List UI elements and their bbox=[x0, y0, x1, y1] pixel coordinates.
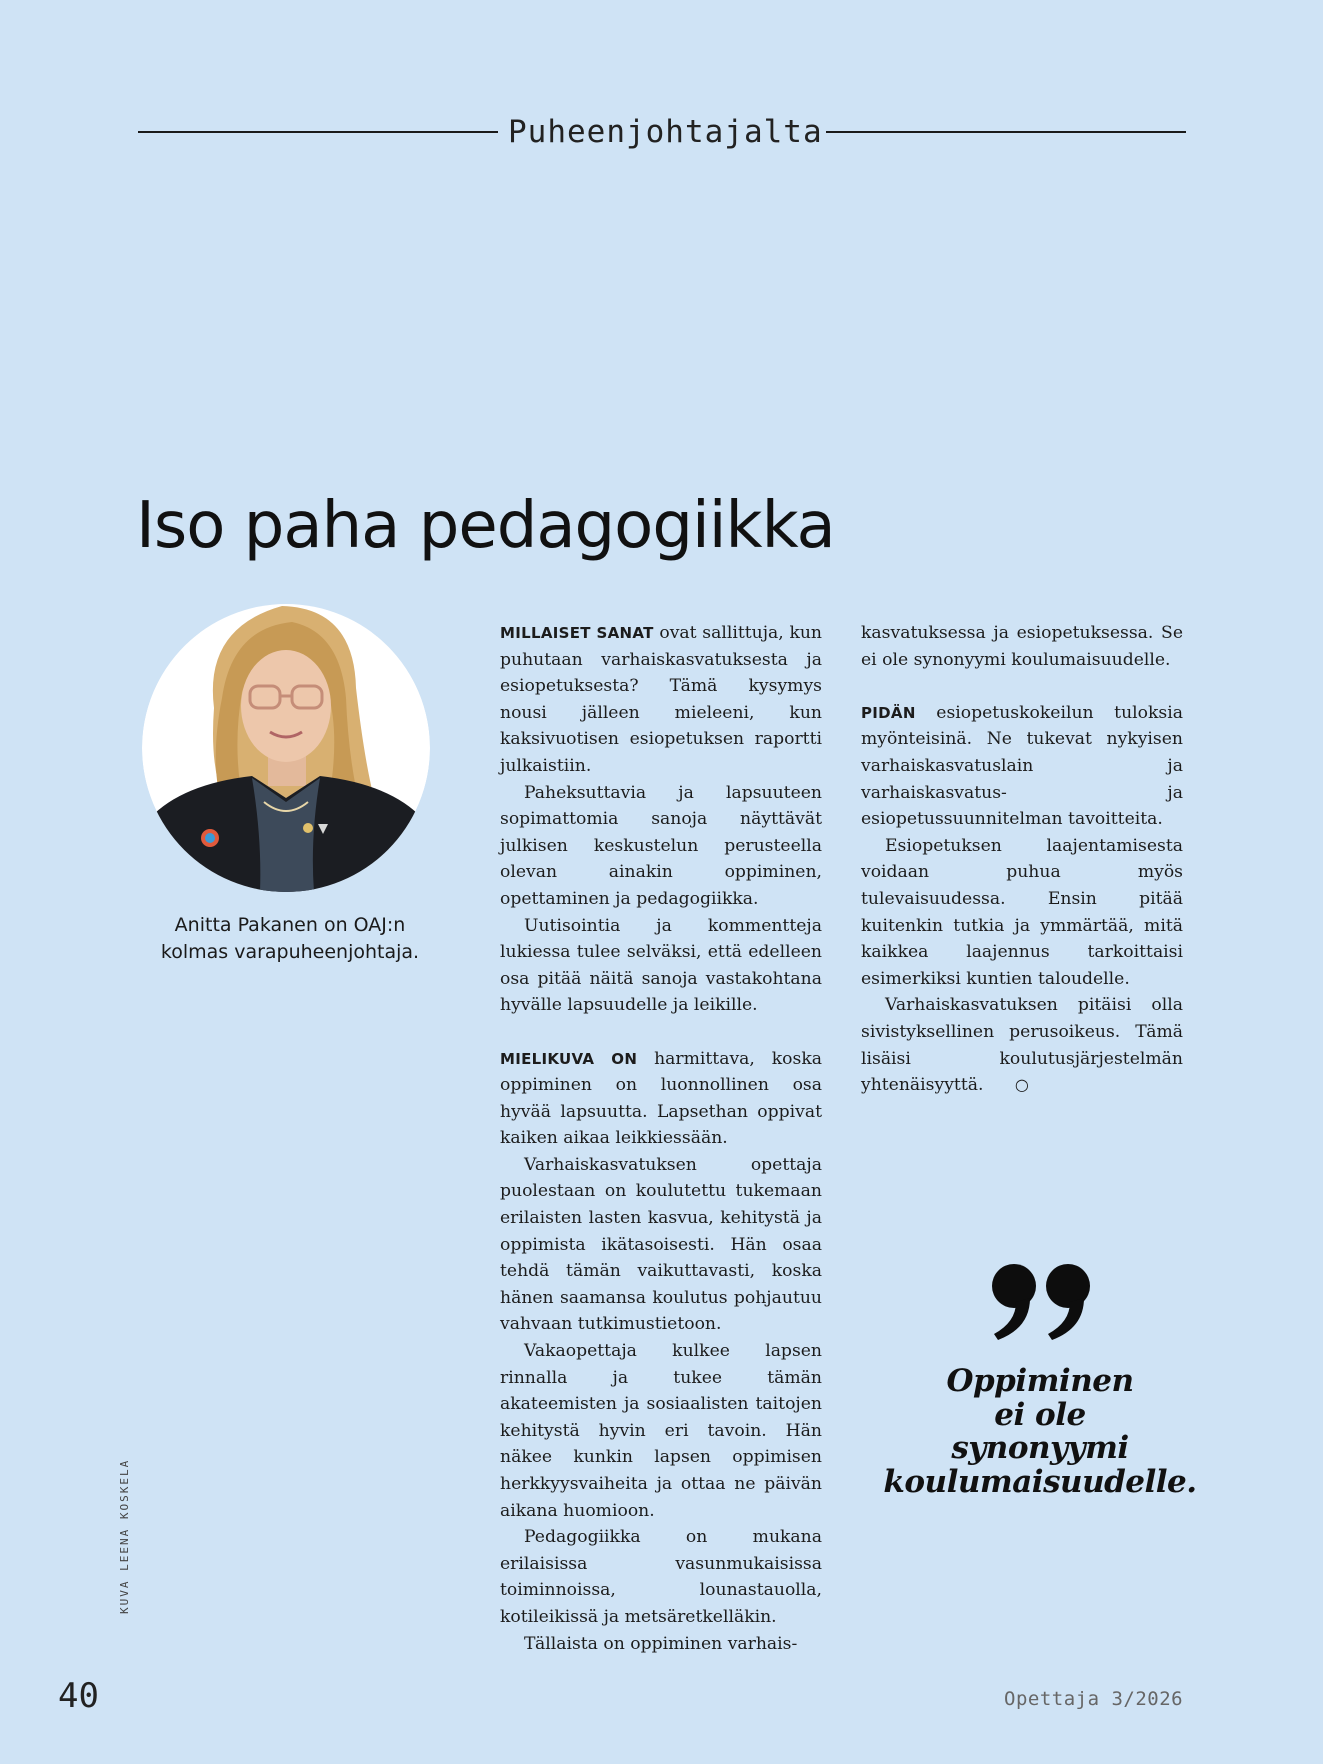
article-column-2 bbox=[861, 620, 1183, 1099]
header-rule-right bbox=[826, 131, 1186, 133]
paragraph-text: harmittava, koska oppiminen on luonnollinen osa hyvää lapsuutta. Lapsethan oppivat kaiken aikaa leikkiessään. bbox=[500, 1048, 823, 1149]
paragraph: Tällaista on oppiminen varhais- bbox=[524, 1633, 798, 1654]
header-rule-left bbox=[138, 131, 498, 133]
paragraph bbox=[500, 1046, 822, 1152]
article-title: Iso paha pedagogiikka bbox=[136, 489, 835, 563]
pull-quote bbox=[880, 1365, 1200, 1499]
paragraph-text: Varhaiskasvatuksen pitäisi olla sivistyksellinen perusoikeus. Tämä lisäisi koulutusjärjestelmän yhtenäisyyttä. bbox=[861, 995, 1183, 1096]
pull-quote-line-1: Oppiminen bbox=[946, 1363, 1134, 1399]
issue-label: Opettaja 3/2026 bbox=[1004, 1688, 1184, 1710]
paragraph: Uutisointia ja kommentteja lukiessa tulee selväksi, että edelleen osa pitää näitä sanoja vastakohtana hyvälle lapsuudelle ja leikille. bbox=[500, 915, 822, 1016]
caption-line-1: Anitta Pakanen on OAJ:n bbox=[174, 914, 406, 936]
portrait-photo bbox=[142, 588, 430, 892]
paragraph: Paheksuttavia ja lapsuuteen sopimattomia sanoja näyttävät julkisen keskustelun perusteella olevan ainakin oppiminen, opettaminen ja pedagogiikka. bbox=[500, 782, 822, 909]
kicker: MILLAISET SANAT bbox=[500, 624, 654, 642]
paragraph-text: esiopetuskokeilun tuloksia myönteisinä. Ne tukevat nykyisen varhaiskasvatuslain ja varhaiskasvatus- ja esiopetussuunnitelman tavoitteita. bbox=[861, 702, 1183, 830]
paragraph: Esiopetuksen laajentamisesta voidaan puhua myös tulevaisuudessa. Ensin pitää kuitenkin tutkia ja ymmärtää, mitä kaikkea laajennus tarkoittaisi esimerkiksi kuntien taloudelle. bbox=[861, 835, 1183, 989]
paragraph: kasvatuksessa ja esiopetuksessa. Se ei ole synonyymi koulumaisuudelle. bbox=[861, 623, 1183, 670]
section-title: Puheenjohtajalta bbox=[508, 114, 823, 150]
kicker: MIELIKUVA ON bbox=[500, 1049, 638, 1068]
paragraph bbox=[500, 620, 822, 780]
pull-quote-line-3: synonyymi bbox=[951, 1430, 1129, 1466]
caption-line-2: kolmas varapuheenjohtaja. bbox=[160, 941, 420, 963]
paragraph: Pedagogiikka on mukana erilaisissa vasunmukaisissa toiminnoissa, lounastauolla, kotileikissä ja metsäretkelläkin. bbox=[500, 1527, 822, 1627]
paragraph bbox=[861, 992, 1183, 1098]
paragraph bbox=[861, 700, 1183, 833]
paragraph: Vakaopettaja kulkee lapsen rinnalla ja tukee tämän akateemisten ja sosiaalisten taitojen kehitystä hyvin eri tavoin. Hän näkee kunkin lapsen oppimisen herkkyysvaiheita ja ottaa ne päivän aikana huomioon. bbox=[500, 1341, 822, 1521]
section-header bbox=[138, 110, 1186, 154]
pull-quote-line-4: koulumaisuudelle. bbox=[883, 1463, 1197, 1500]
pull-quote-line-2: ei ole bbox=[994, 1396, 1086, 1433]
end-mark-icon: ○ bbox=[1014, 1075, 1029, 1095]
closing-quote-icon bbox=[990, 1262, 1094, 1342]
page-number: 40 bbox=[58, 1676, 99, 1716]
kicker: PIDÄN bbox=[861, 703, 916, 722]
article-column-1 bbox=[500, 620, 822, 1657]
paragraph: Varhaiskasvatuksen opettaja puolestaan on koulutettu tukemaan erilaisten lasten kasvua, kehitystä ja oppimista ikätasoisesti. Hän osaa tehdä tämän vaikuttavasti, koska hänen saamansa koulutus pohjautuu vahvaan tutkimustietoon. bbox=[500, 1154, 822, 1335]
paragraph-text: ovat sallittuja, kun puhutaan varhaiskasvatuksesta ja esiopetuksesta? Tämä kysymys nousi jälleen mieleeni, kun kaksivuotisen esiopetuksen raportti julkaistiin. bbox=[500, 623, 822, 776]
portrait-caption bbox=[140, 912, 440, 966]
photo-credit: KUVA LEENA KOSKELA bbox=[118, 1458, 131, 1614]
